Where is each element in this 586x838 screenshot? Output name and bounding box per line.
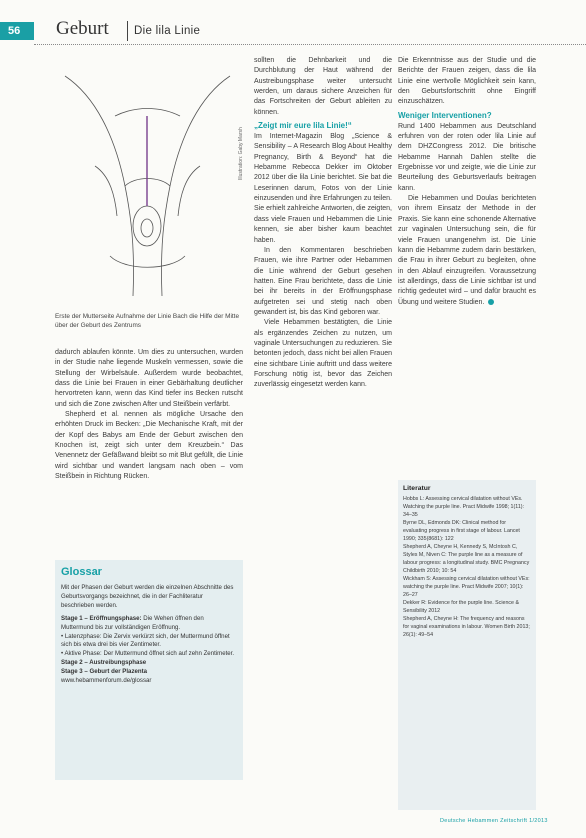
section-title: Geburt [56,18,109,39]
reference: Shepherd A, Cheyne H: The frequency and reasons for vaginal examinations in labour. Women Birth 2013; 26(1): 49–54 [403,616,530,638]
reference: Byrne DL, Edmonds DK: Clinical method for evaluating progress in first stage of labour. Lancet 1990; 335(8681): 122 [403,520,520,542]
line-drawing-icon [55,56,240,306]
glossary-item: Stage 1 – Eröffnungsphase: Die Wehen öffnen den Muttermund bis zur vollständigen Eröffnung. [61,614,204,631]
literature-title: Literatur [403,485,431,492]
paragraph: Im Internet-Magazin Blog „Science & Sensibility – A Research Blog About Healthy Pregnancy, Birth & Beyond“ hat die Hebamme Rebecca Dekker im Oktober 2012 über die lila Linie berichtet. Sie bat die Leserinnen darum, Fotos von der Linie einzusenden und ihre Erfahrungen zu teilen. Sie erhielt zahlreiche Antworten, die zeigten, dass viele Frauen und Hebammen die Linie kennen, sie aber bisher kaum beachtet haben. [254,133,392,244]
glossary-item: • Latenzphase: Die Zervix verkürzt sich, der Muttermund öffnet sich bis etwa drei bis vier Zentimeter. [61,632,230,649]
literature-box [398,480,536,810]
subheading: „Zeigt mir eure lila Linie!“ [254,121,352,131]
figure-caption: Erste der Mutterseite Aufnahme der Linie Bach die Hilfe der Mitte über der Geburt des Zentrums [55,313,239,329]
paragraph: Viele Hebammen bestätigten, die Linie als ergänzendes Zeichen zu nutzen, um vaginale Untersuchungen zu reduzieren. Sie betonten jedoch, dass nicht bei allen Frauen eine sichtbare Linie auftritt und dass weitere Forschung nötig ist, bevor das Zeichen zuverlässig eingesetzt werden kann. [254,319,392,389]
column-2 [254,56,392,391]
glossary-item: Stage 2 – Austreibungsphase [61,659,147,667]
paragraph: Die Erkenntnisse aus der Studie und die Berichte der Frauen zeigen, dass die lila Linie eine wertvolle Möglichkeit sein kann, den Geburtsfortschritt ohne Eingriff einzuschätzen. [398,57,536,106]
glossary-item: Mit der Phasen der Geburt werden die einzelnen Abschnitte des Geburtsvorgangs bezeichnet, die in der Fachliteratur beschrieben werden. [61,584,234,609]
glossary-box [55,560,243,780]
reference: Hobbs L: Assessing cervical dilatation without VEs. Watching the purple line. Pract Midwife 1998; 1(11): 34–35 [403,496,525,518]
paragraph: dadurch ablaufen könnte. Um dies zu untersuchen, wurden in der Studie nahe liegende Muskeln vermessen, sowie die Stellung der Wirbelsäule. Außerdem wurde beobachtet, dass die Linie bei Frauen in einer Gebärhaltung deutlicher hervortreten kann, wenn das Kind tiefer ins Becken rutscht und sich die Zone zwischen After und Steißbein verfärbt. [55,349,243,408]
paragraph: Die Hebammen und Doulas berichteten von ihrem Einsatz der Methode in der Praxis. Sie kann eine schonende Alternative zur vaginalen Untersuchung sein, die für viele Frauen unangenehm ist. Die Linie kann die Hebamme zudem darin bestärken, die Frau in ihrer Geburt zu begleiten, ohne in den Ablauf einzugreifen. Voraussetzung ist allerdings, dass die Linie sichtbar ist und richtig gedeutet wird – und dafür braucht es Übung und weitere Studien. [398,195,536,306]
paragraph: In den Kommentaren beschrieben Frauen, wie ihre Partner oder Hebammen die Linie während der Geburt gesehen hatten. Eine Frau berichtete, dass die Linie bei ihr bereits in der Eröffnungsphase aufgetreten sei und stetig nach oben gewandert ist, bis das Kind geboren war. [254,246,392,316]
glossary-title: Glossar [61,566,102,578]
page-footer: Deutsche Hebammen Zeitschrift 1/2013 [440,818,548,824]
section-subtitle: Die lila Linie [134,25,201,37]
figure-credit: Illustration: Gaby Marsh [238,127,244,180]
article-end-icon [488,299,494,305]
column-1 [55,348,243,482]
header-divider [127,21,128,41]
glossary-item: Stage 3 – Geburt der Plazenta [61,668,148,676]
reference: Shepherd A, Cheyne H, Kennedy S, McIntosh C, Styles M, Niven C: The purple line as a measure of labour progress: a longitudinal study. BMC Pregnancy Childbirth 2010; 10: 54 [403,544,530,574]
reference: Dekker R: Evidence for the purple line. Science & Sensibility 2012 [403,600,520,614]
anatomy-illustration [55,56,240,306]
glossary-link[interactable]: www.hebammenforum.de/glossar [61,677,152,685]
reference: Wickham S: Assessing cervical dilatation without VEs: watching the purple line. Pract Midwife 2007; 10(1): 26–27 [403,576,530,598]
glossary-item: • Aktive Phase: Der Muttermund öffnet sich auf zehn Zentimeter. [61,650,235,658]
paragraph: Rund 1400 Hebammen aus Deutschland erfuhren von der roten oder lila Linie auf dem DHZCongress 2012. Die britische Hebamme Hannah Dahlen stellte die Ergebnisse vor und zeigte, wie die Linie zur Beurteilung des Geburtsverlaufs beitragen kann. [398,122,536,192]
page-header [0,0,586,48]
page-number: 56 [0,22,34,40]
paragraph: sollten die Dehnbarkeit und die Durchblutung der Haut während der Austreibungsphase weiter untersucht werden, um daraus sichere Anzeichen für das Fortschreiten der Geburt ableiten zu können. [254,57,392,116]
paragraph: Shepherd et al. nennen als mögliche Ursache den erhöhten Druck im Becken: „Die Mechanische Kraft, mit der der Kopf des Babys am Ende der Geburt zwischen den Knochen ist, zeigt sich unter dem Kreuzbein.“ Das Venennetz der Gefäßwand bleibt so mit Blut gefüllt, die Linie wird sichtbar und wandert langsam nach oben – vom Steißbein in Richtung Rücken. [55,411,243,481]
subheading: Weniger Interventionen? [398,110,492,120]
column-3 [398,56,536,308]
header-rule [34,44,586,45]
